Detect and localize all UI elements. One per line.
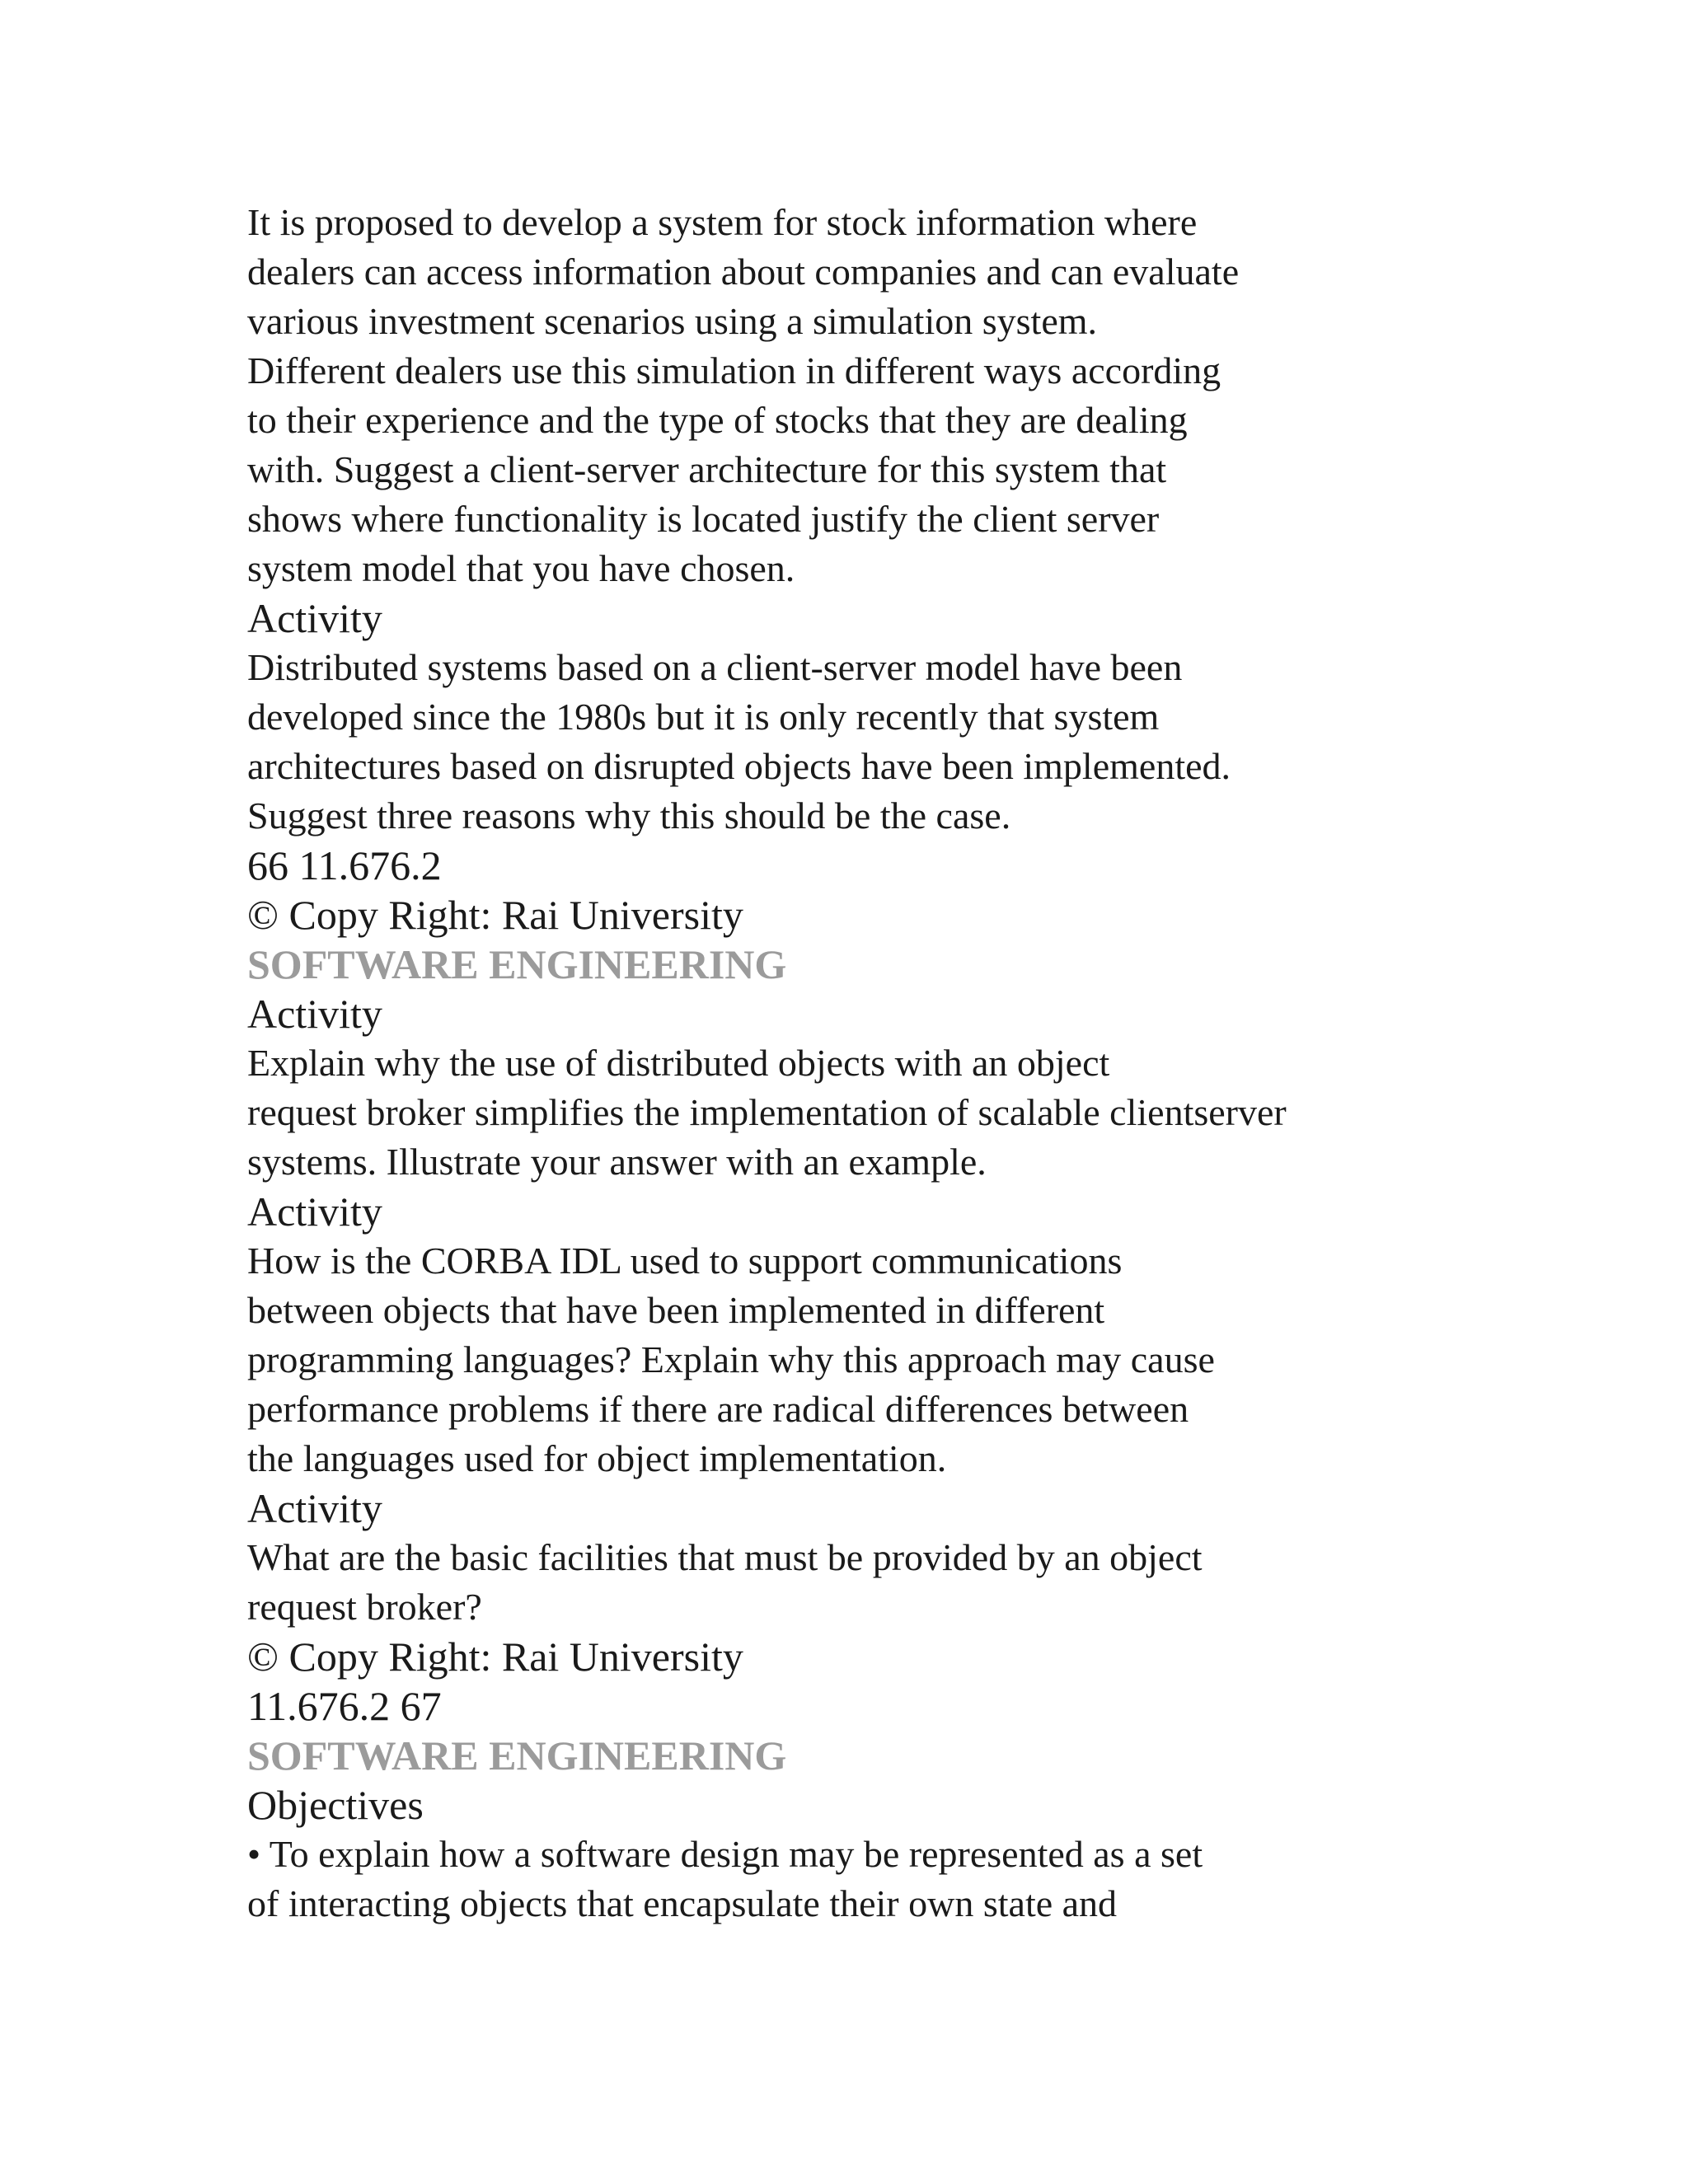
text-line: request broker simplifies the implementation of scalable clientserver xyxy=(247,1091,1287,1133)
text-line: shows where functionality is located justify the client server xyxy=(247,498,1160,540)
text-line: various investment scenarios using a simulation system. xyxy=(247,300,1098,342)
text-line: of interacting objects that encapsulate their own state and xyxy=(247,1882,1118,1924)
text-line: • To explain how a software design may be represented as a set xyxy=(247,1833,1203,1875)
text-line: Distributed systems based on a client-server model have been xyxy=(247,646,1183,688)
text-line: dealers can access information about companies and can evaluate xyxy=(247,251,1240,293)
text-line: performance problems if there are radical differences between xyxy=(247,1388,1189,1430)
section-heading: Activity xyxy=(247,1485,382,1531)
running-header: SOFTWARE ENGINEERING xyxy=(247,1732,787,1779)
text-line: the languages used for object implementation. xyxy=(247,1437,947,1479)
section-heading: Objectives xyxy=(247,1782,424,1828)
text-line: It is proposed to develop a system for stock information where xyxy=(247,201,1198,243)
section-heading: Activity xyxy=(247,595,382,641)
text-line: systems. Illustrate your answer with an example. xyxy=(247,1141,987,1183)
text-line: architectures based on disrupted objects have been implemented. xyxy=(247,745,1231,787)
text-line: to their experience and the type of stocks that they are dealing xyxy=(247,399,1188,441)
section-heading: © Copy Right: Rai University xyxy=(247,892,743,938)
text-line: between objects that have been implemented in different xyxy=(247,1289,1105,1331)
section-heading: Activity xyxy=(247,991,382,1037)
text-line: How is the CORBA IDL used to support communications xyxy=(247,1240,1123,1282)
section-heading: © Copy Right: Rai University xyxy=(247,1633,743,1680)
document-page xyxy=(247,198,1484,1929)
text-line: What are the basic facilities that must be provided by an object xyxy=(247,1536,1203,1578)
text-line: developed since the 1980s but it is only recently that system xyxy=(247,696,1160,738)
text-line: request broker? xyxy=(247,1586,482,1628)
text-line: system model that you have chosen. xyxy=(247,547,795,589)
running-header: SOFTWARE ENGINEERING xyxy=(247,941,787,987)
section-heading: 66 11.676.2 xyxy=(247,842,442,888)
text-line: Different dealers use this simulation in different ways according xyxy=(247,349,1221,391)
section-heading: 11.676.2 67 xyxy=(247,1683,442,1729)
text-line: Explain why the use of distributed objects with an object xyxy=(247,1042,1110,1084)
text-line: programming languages? Explain why this approach may cause xyxy=(247,1338,1215,1380)
text-line: with. Suggest a client-server architecture for this system that xyxy=(247,448,1167,490)
text-line: Suggest three reasons why this should be the case. xyxy=(247,794,1011,837)
section-heading: Activity xyxy=(247,1188,382,1235)
